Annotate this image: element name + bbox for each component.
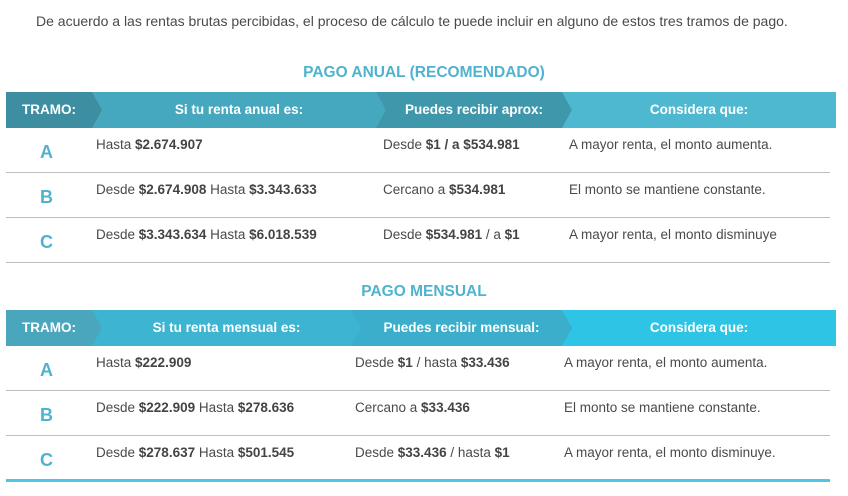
monthly-header-tramo: TRAMO: <box>22 320 76 335</box>
monthly-header-considera: Considera que: <box>649 320 749 335</box>
cell-renta-part: Hasta <box>96 137 136 152</box>
annual-title: PAGO ANUAL (RECOMENDADO) <box>303 64 545 81</box>
monthly-table-row <box>6 436 830 481</box>
cell-recibir-part: $534.981 <box>425 227 483 242</box>
cell-renta-part: $3.343.634 <box>138 227 207 242</box>
cell-nota: El monto se mantiene constante. <box>564 400 761 415</box>
annual-table-row <box>6 173 830 218</box>
tramo-letter: B <box>40 405 53 425</box>
row-divider <box>6 262 830 263</box>
cell-recibir-part: $1 / a $534.981 <box>425 137 520 152</box>
cell-renta-part: $6.018.539 <box>249 227 317 242</box>
cell-recibir <box>355 355 510 370</box>
monthly-table-header <box>6 310 836 346</box>
tramo-letter: A <box>40 360 53 380</box>
cell-renta-part: Hasta <box>195 400 238 415</box>
cell-nota: A mayor renta, el monto aumenta. <box>569 137 773 152</box>
cell-renta-part: Hasta <box>206 227 250 242</box>
cell-nota: A mayor renta, el monto disminuye <box>569 227 777 242</box>
cell-renta-part: $2.674.907 <box>135 137 203 152</box>
cell-renta-part: $278.636 <box>237 400 295 415</box>
cell-recibir <box>383 137 520 152</box>
annual-table-row <box>6 128 830 173</box>
annual-header-renta: Si tu renta anual es: <box>174 102 304 117</box>
cell-recibir-part: $534.981 <box>449 182 506 197</box>
cell-nota: A mayor renta, el monto aumenta. <box>564 355 768 370</box>
cell-recibir-part: Desde <box>383 227 426 242</box>
cell-recibir-part: Cercano a <box>355 400 422 415</box>
cell-renta-part: $501.545 <box>237 445 295 460</box>
cell-renta-part: Hasta <box>195 445 238 460</box>
cell-renta <box>96 227 317 242</box>
cell-renta <box>96 137 203 152</box>
monthly-table-row <box>6 391 830 436</box>
cell-recibir-part: Desde <box>355 445 398 460</box>
cell-recibir-part: / a <box>482 227 505 242</box>
cell-renta <box>96 182 317 197</box>
cell-renta-part: Desde <box>96 182 139 197</box>
tramo-letter: B <box>40 187 53 207</box>
cell-recibir-part: Cercano a <box>383 182 450 197</box>
cell-renta-part: $2.674.908 <box>138 182 207 197</box>
cell-recibir-part: Desde <box>355 355 398 370</box>
cell-renta-part: Desde <box>96 227 139 242</box>
cell-renta-part: $222.909 <box>138 400 196 415</box>
cell-recibir <box>355 445 510 460</box>
monthly-header-recibir: Puedes recibir mensual: <box>383 320 540 335</box>
cell-recibir <box>383 227 520 242</box>
cell-renta-part: Hasta <box>206 182 250 197</box>
cell-renta <box>96 445 294 460</box>
tramo-letter: A <box>40 142 53 162</box>
cell-nota: El monto se mantiene constante. <box>569 182 766 197</box>
cell-recibir <box>383 182 505 197</box>
tramo-letter: C <box>40 232 53 252</box>
cell-renta-part: $278.637 <box>138 445 196 460</box>
cell-renta <box>96 355 191 370</box>
cell-renta <box>96 400 294 415</box>
monthly-table-row <box>6 346 830 391</box>
cell-recibir-part: Desde <box>383 137 426 152</box>
bottom-rule <box>6 479 830 482</box>
cell-recibir-part: / hasta <box>412 355 461 370</box>
cell-recibir-part: $1 <box>504 227 520 242</box>
annual-header-tramo: TRAMO: <box>22 102 76 117</box>
cell-nota: A mayor renta, el monto disminuye. <box>564 445 776 460</box>
annual-table-row <box>6 218 830 263</box>
monthly-title: PAGO MENSUAL <box>361 283 487 300</box>
annual-header-recibir: Puedes recibir aprox: <box>404 102 544 117</box>
cell-recibir-part: $33.436 <box>397 445 447 460</box>
annual-header-considera: Considera que: <box>649 102 749 117</box>
cell-recibir-part: $1 <box>494 445 510 460</box>
cell-renta-part: Desde <box>96 445 139 460</box>
cell-recibir-part: $1 <box>397 355 413 370</box>
tramo-letter: C <box>40 450 53 470</box>
monthly-header-renta: Si tu renta mensual es: <box>152 320 301 335</box>
cell-recibir-part: $33.436 <box>421 400 470 415</box>
cell-renta-part: Hasta <box>96 355 136 370</box>
cell-recibir-part: / hasta <box>446 445 495 460</box>
intro-text: De acuerdo a las rentas brutas percibidas, el proceso de cálculo te puede incluir en alguno de estos tres tramos de pago. <box>36 13 788 29</box>
annual-table-header <box>6 92 836 128</box>
cell-renta-part: $3.343.633 <box>249 182 317 197</box>
cell-recibir-part: $33.436 <box>460 355 510 370</box>
cell-recibir <box>355 400 470 415</box>
cell-renta-part: Desde <box>96 400 139 415</box>
cell-renta-part: $222.909 <box>135 355 192 370</box>
